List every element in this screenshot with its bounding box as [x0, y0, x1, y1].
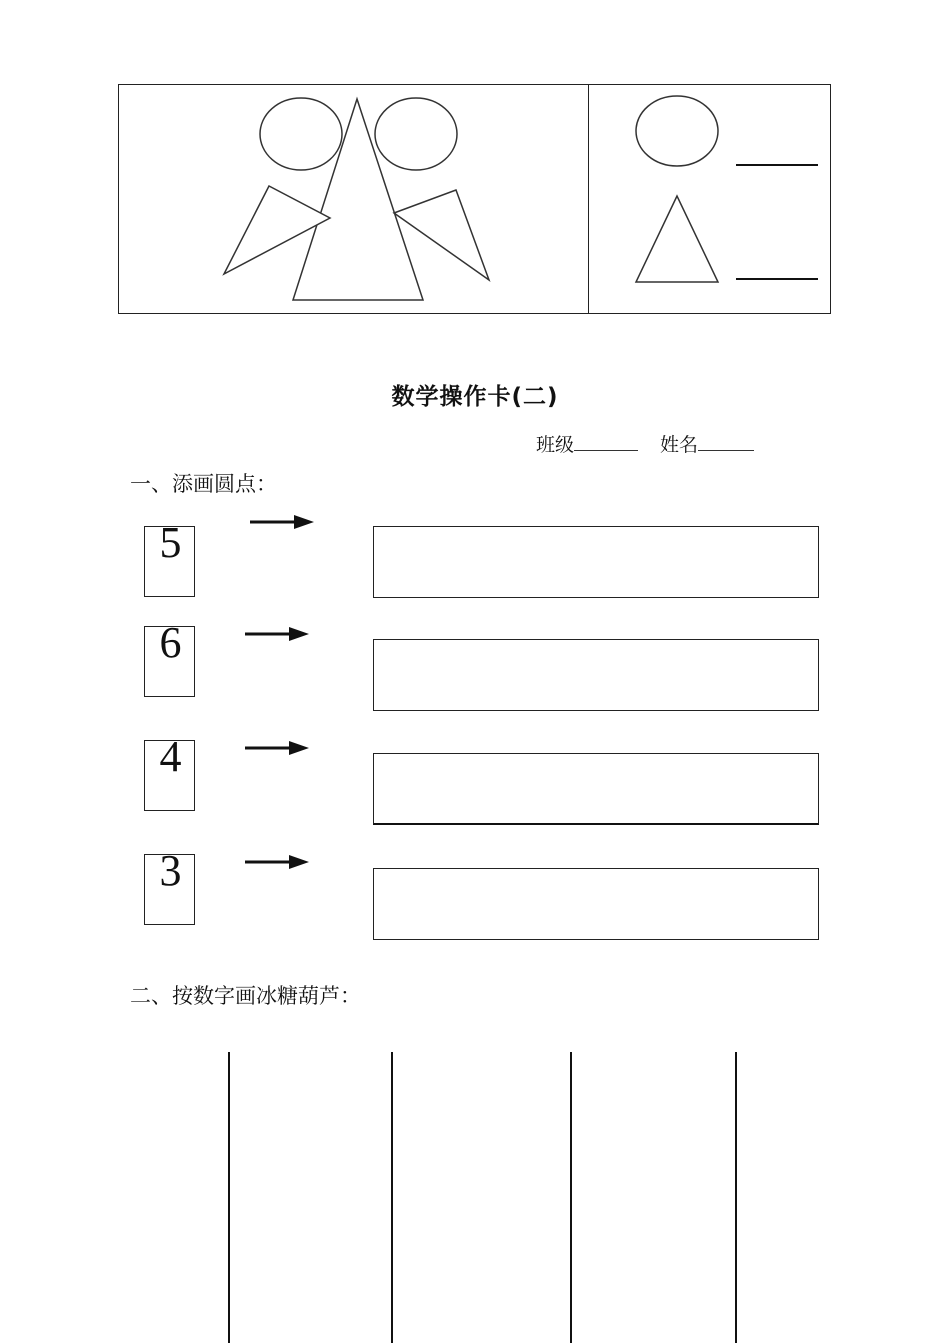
shape-figure	[119, 85, 832, 315]
number-card	[144, 518, 195, 597]
number-value: 6	[159, 618, 182, 667]
class-blank[interactable]	[574, 432, 638, 451]
number-value: 4	[159, 732, 182, 781]
dot-drawing-box[interactable]	[373, 868, 819, 940]
skewer-stick[interactable]	[228, 1052, 230, 1343]
class-label: 班级	[536, 434, 575, 456]
dot-row	[0, 518, 950, 606]
number-card	[144, 732, 195, 811]
arrow-right-icon	[243, 852, 313, 876]
number-value: 5	[159, 518, 182, 567]
dot-drawing-box[interactable]	[373, 526, 819, 598]
skewer-stick[interactable]	[391, 1052, 393, 1343]
number-card	[144, 846, 195, 925]
arrow-right-icon	[248, 512, 318, 536]
section-2-heading: 二、按数字画冰糖葫芦：	[130, 984, 361, 1008]
shape-count-panel	[118, 84, 831, 314]
arrow-right-icon	[243, 738, 313, 762]
student-info	[536, 430, 754, 457]
dot-drawing-box[interactable]	[373, 753, 819, 825]
figure-triangle-center	[293, 99, 423, 300]
section-1-heading: 一、添画圆点：	[130, 472, 277, 496]
dot-row	[0, 732, 950, 820]
skewer-stick[interactable]	[735, 1052, 737, 1343]
figure-circle-left	[260, 98, 342, 170]
number-value: 3	[159, 846, 182, 895]
dot-drawing-box[interactable]	[373, 639, 819, 711]
legend-triangle-icon	[636, 196, 718, 282]
panel-divider	[588, 85, 589, 313]
dot-row	[0, 846, 950, 934]
number-card	[144, 618, 195, 697]
skewer-stick[interactable]	[570, 1052, 572, 1343]
dot-row	[0, 618, 950, 706]
name-label: 姓名	[660, 434, 699, 456]
arrow-right-icon	[243, 624, 313, 648]
name-blank[interactable]	[698, 432, 754, 451]
page-title: 数学操作卡(二)	[391, 384, 559, 410]
legend-circle-icon	[636, 96, 718, 166]
figure-circle-right	[375, 98, 457, 170]
